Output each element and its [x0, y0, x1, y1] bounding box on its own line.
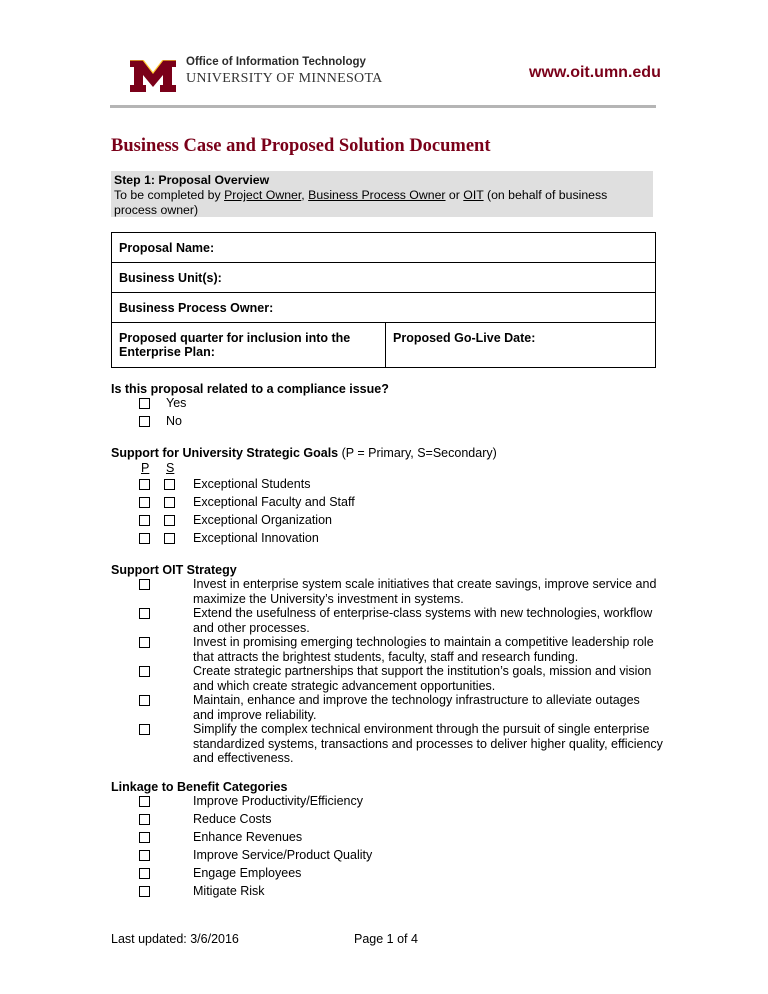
oit-link: OIT	[463, 188, 484, 202]
strategy-checkbox[interactable]	[139, 608, 150, 619]
benefit-label: Engage Employees	[193, 866, 302, 880]
benefit-label: Improve Productivity/Efficiency	[193, 794, 363, 808]
strategy-checkbox[interactable]	[139, 666, 150, 677]
university-logo-m-icon	[130, 60, 176, 92]
goal-primary-checkbox[interactable]	[139, 479, 150, 490]
goal-secondary-checkbox[interactable]	[164, 479, 175, 490]
go-live-date-field[interactable]: Proposed Go-Live Date:	[386, 323, 656, 368]
strategy-item: Simplify the complex technical environment through the pursuit of single enterprise standardized systems, transactions and processes to deliver higher quality, efficiency and effectiveness.	[193, 722, 663, 766]
benefits-heading: Linkage to Benefit Categories	[111, 780, 288, 794]
strategy-checkbox[interactable]	[139, 695, 150, 706]
strategy-checkbox[interactable]	[139, 637, 150, 648]
benefit-checkbox[interactable]	[139, 868, 150, 879]
oit-strategy-heading: Support OIT Strategy	[111, 563, 237, 577]
step-sep-or: or	[445, 188, 464, 202]
benefit-label: Mitigate Risk	[193, 884, 265, 898]
compliance-yes-label: Yes	[166, 396, 187, 410]
strategy-checkbox[interactable]	[139, 724, 150, 735]
goals-legend: (P = Primary, S=Secondary)	[338, 446, 497, 460]
office-name: Office of Information Technology	[186, 56, 366, 68]
goal-label: Exceptional Faculty and Staff	[193, 495, 355, 509]
step-text-pre: To be completed by	[114, 188, 225, 202]
benefit-label: Enhance Revenues	[193, 830, 303, 844]
column-primary-label: P	[141, 461, 150, 475]
goal-secondary-checkbox[interactable]	[164, 515, 175, 526]
column-secondary-label: S	[166, 461, 175, 475]
compliance-question: Is this proposal related to a compliance issue?	[111, 382, 389, 396]
benefit-label: Improve Service/Product Quality	[193, 848, 373, 862]
benefit-checkbox[interactable]	[139, 886, 150, 897]
header-divider	[110, 105, 656, 108]
benefit-checkbox[interactable]	[139, 814, 150, 825]
header-url[interactable]: www.oit.umn.edu	[529, 64, 661, 81]
strategy-item: Invest in promising emerging technologies to maintain a competitive leadership role that attracts the brightest students, faculty, staff and research funding.	[193, 635, 654, 664]
business-units-field[interactable]: Business Unit(s):	[112, 263, 656, 293]
compliance-no-label: No	[166, 414, 182, 428]
strategy-item: Maintain, enhance and improve the technology infrastructure to alleviate outages and improve reliability.	[193, 693, 640, 722]
proposed-quarter-field[interactable]: Proposed quarter for inclusion into the Enterprise Plan:	[112, 323, 386, 368]
goal-primary-checkbox[interactable]	[139, 497, 150, 508]
benefit-checkbox[interactable]	[139, 796, 150, 807]
business-process-owner-field[interactable]: Business Process Owner:	[112, 293, 656, 323]
goal-label: Exceptional Innovation	[193, 531, 319, 545]
compliance-yes-checkbox[interactable]	[139, 398, 150, 409]
goal-label: Exceptional Organization	[193, 513, 332, 527]
document-title: Business Case and Proposed Solution Document	[111, 136, 491, 156]
strategy-item: Invest in enterprise system scale initiatives that create savings, improve service and maximize the University’s investment in systems.	[193, 577, 657, 606]
goal-primary-checkbox[interactable]	[139, 533, 150, 544]
goal-secondary-checkbox[interactable]	[164, 497, 175, 508]
strategy-item: Create strategic partnerships that support the institution’s goals, mission and vision and which create strategic advancement opportunities.	[193, 664, 652, 693]
business-process-owner-link: Business Process Owner	[308, 188, 446, 202]
goal-secondary-checkbox[interactable]	[164, 533, 175, 544]
last-updated: Last updated: 3/6/2016	[111, 932, 239, 946]
step-sep: ,	[301, 188, 309, 202]
university-name: UNIVERSITY OF MINNESOTA	[186, 71, 383, 86]
step-text-post: (on behalf of business process owner)	[114, 188, 608, 217]
goal-label: Exceptional Students	[193, 477, 311, 491]
benefit-checkbox[interactable]	[139, 832, 150, 843]
step-overview-box	[111, 171, 653, 217]
strategic-goals-heading	[111, 446, 497, 460]
proposal-name-field[interactable]: Proposal Name:	[112, 233, 656, 263]
strategy-item: Extend the usefulness of enterprise-class systems with new technologies, workflow and other processes.	[193, 606, 653, 635]
project-owner-link: Project Owner	[224, 188, 302, 202]
page-number: Page 1 of 4	[354, 932, 418, 946]
goal-primary-checkbox[interactable]	[139, 515, 150, 526]
benefit-checkbox[interactable]	[139, 850, 150, 861]
compliance-no-checkbox[interactable]	[139, 416, 150, 427]
step-instructions	[114, 188, 650, 218]
proposal-form-table	[111, 232, 656, 368]
goals-heading-text: Support for University Strategic Goals	[111, 446, 339, 460]
step-heading: Step 1: Proposal Overview	[114, 173, 270, 187]
strategy-checkbox[interactable]	[139, 579, 150, 590]
benefit-label: Reduce Costs	[193, 812, 272, 826]
